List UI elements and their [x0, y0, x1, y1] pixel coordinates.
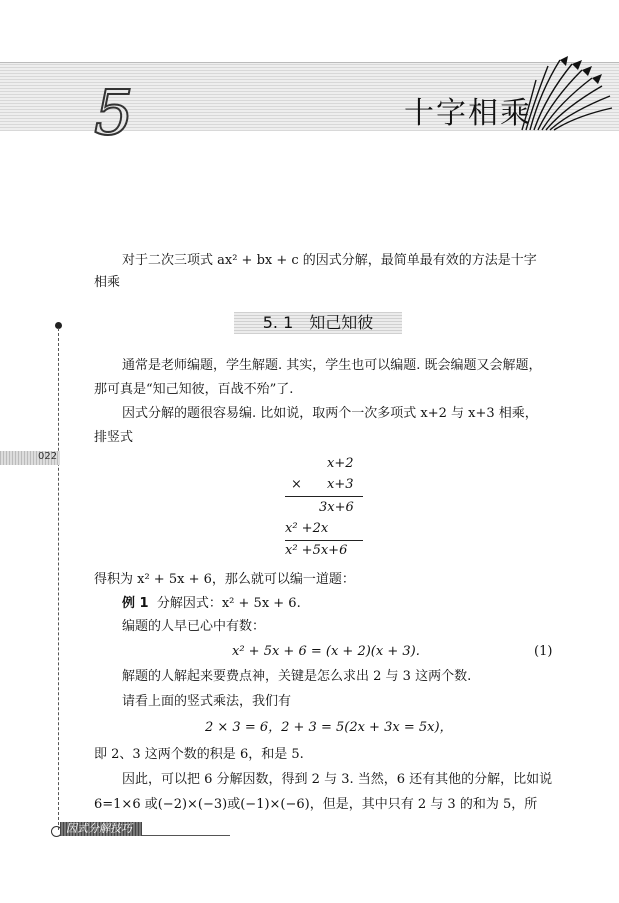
paragraph-3: 得积为 x² + 5x + 6，那么就可以编一道题： — [94, 572, 355, 587]
calc-row-2: x+3 — [327, 477, 354, 492]
grass-illustration-icon — [520, 52, 615, 132]
intro-line-1: 对于二次三项式 ax² + bx + c 的因式分解，最简单最有效的方法是十字 — [122, 253, 537, 268]
paragraph-8-line-2: 6=1×6 或(−2)×(−3)或(−1)×(−6)，但是，其中只有 2 与 3 的和为 5，所 — [94, 797, 538, 812]
calc-times-sign: × — [291, 477, 302, 492]
section-title: 5. 1 知己知彼 — [234, 312, 402, 334]
paragraph-8-line-1: 因此，可以把 6 分解因数，得到 2 与 3. 当然，6 还有其他的分解，比如说 — [122, 772, 553, 787]
paragraph-7: 即 2、3 这两个数的积是 6，和是 5. — [94, 747, 304, 762]
calc-row-5: x² +5x+6 — [285, 543, 348, 558]
example-label: 例 1 — [122, 596, 149, 611]
intro-line-2: 相乘 — [94, 275, 121, 290]
equation-1: x² + 5x + 6 = (x + 2)(x + 3). — [232, 644, 420, 659]
paragraph-1-line-1: 通常是老师编题，学生解题. 其实，学生也可以编题. 既会编题又会解题， — [122, 358, 542, 373]
equation-2: 2 × 3 = 6，2 + 3 = 5(2x + 3x = 5x)， — [205, 720, 453, 735]
paragraph-1-line-2: 那可真是“知己知彼，百战不殆”了. — [94, 382, 294, 397]
footer-rule — [142, 835, 230, 836]
chapter-title: 十字相乘 — [404, 96, 532, 131]
calc-rule-1 — [285, 496, 363, 497]
calc-rule-2 — [285, 540, 363, 541]
paragraph-4: 编题的人早已心中有数： — [122, 619, 266, 634]
example-text: 分解因式：x² + 5x + 6. — [156, 596, 301, 611]
calc-row-1: x+2 — [327, 456, 354, 471]
page-number: 022 — [38, 451, 58, 462]
paragraph-2-line-2: 排竖式 — [94, 430, 134, 445]
chapter-number: 5 — [94, 76, 134, 149]
calc-row-3: 3x+6 — [319, 500, 354, 515]
paragraph-5: 解题的人解起来要费点神，关键是怎么求出 2 与 3 这两个数. — [122, 669, 472, 684]
calc-row-4: x² +2x — [285, 521, 329, 536]
paragraph-6: 请看上面的竖式乘法，我们有 — [122, 694, 292, 709]
example-1 — [122, 594, 301, 614]
equation-1-tag: (1) — [534, 644, 553, 659]
paragraph-2-line-1: 因式分解的题很容易编. 比如说，取两个一次多项式 x+2 与 x+3 相乘， — [122, 406, 538, 421]
footer-book-title: 因式分解技巧 — [60, 822, 142, 836]
margin-dashed-line — [58, 328, 59, 830]
